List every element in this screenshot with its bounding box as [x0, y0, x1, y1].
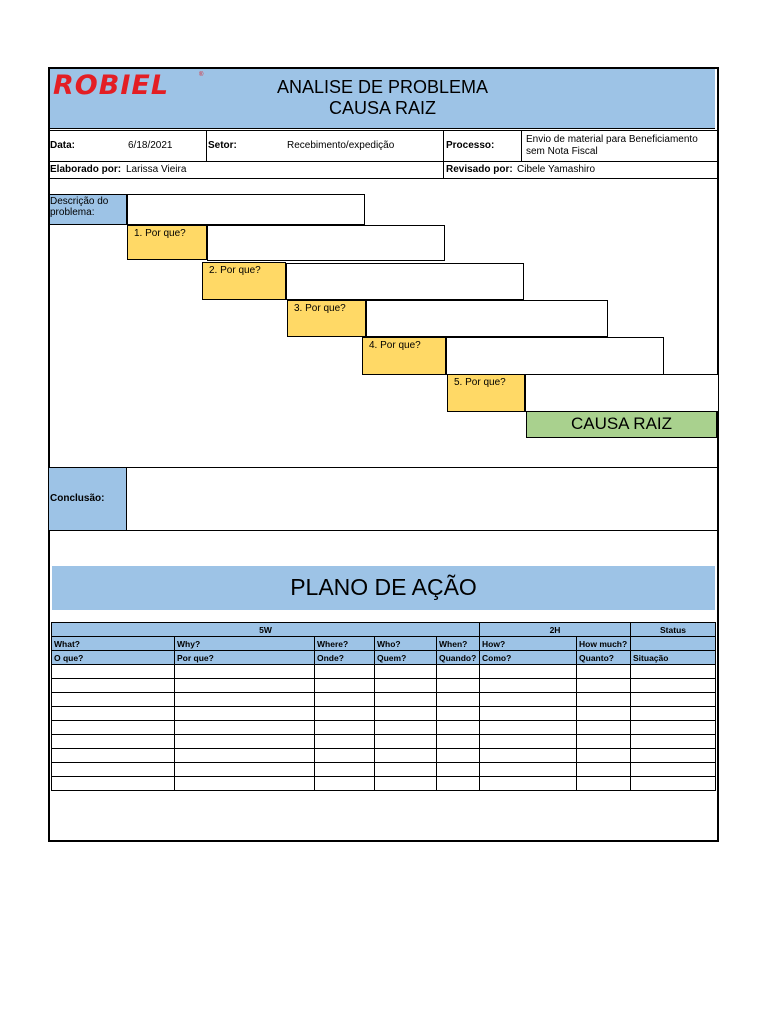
table-cell[interactable] — [375, 721, 437, 735]
action-plan-body — [52, 665, 716, 791]
header-where: Where? — [315, 637, 375, 651]
table-cell[interactable] — [577, 665, 631, 679]
table-cell[interactable] — [375, 777, 437, 791]
form-subtitle: CAUSA RAIZ — [328, 98, 437, 118]
header-situacao: Situação — [631, 651, 716, 665]
group-2h: 2H — [480, 623, 631, 637]
table-cell[interactable] — [315, 749, 375, 763]
table-row — [52, 707, 716, 721]
table-cell[interactable] — [175, 721, 315, 735]
table-row — [52, 777, 716, 791]
why-4-input[interactable] — [446, 337, 664, 375]
setor-value[interactable]: Recebimento/expedição — [287, 140, 395, 151]
table-cell[interactable] — [175, 707, 315, 721]
table-cell[interactable] — [631, 707, 716, 721]
elaborado-label: Elaborado por: — [50, 164, 122, 175]
table-cell[interactable] — [375, 749, 437, 763]
processo-value-line1[interactable]: Envio de material para Beneficiamento — [526, 134, 698, 145]
table-cell[interactable] — [480, 707, 577, 721]
descricao-label-line1: Descrição do — [50, 196, 109, 207]
table-row — [52, 763, 716, 777]
table-header-pt — [52, 651, 716, 665]
header-how: How? — [480, 637, 577, 651]
table-row — [52, 665, 716, 679]
table-cell[interactable] — [375, 735, 437, 749]
table-cell[interactable] — [480, 679, 577, 693]
table-cell[interactable] — [375, 763, 437, 777]
table-cell[interactable] — [437, 707, 480, 721]
table-cell[interactable] — [175, 693, 315, 707]
registered-mark: ® — [199, 72, 204, 78]
table-cell[interactable] — [315, 707, 375, 721]
table-cell[interactable] — [315, 679, 375, 693]
table-cell[interactable] — [577, 721, 631, 735]
table-cell[interactable] — [631, 777, 716, 791]
header-como: Como? — [480, 651, 577, 665]
why-4-label: 4. Por que? — [362, 337, 446, 375]
descricao-label-line2: problema: — [50, 207, 95, 218]
why-5-label: 5. Por que? — [447, 374, 525, 412]
table-cell[interactable] — [577, 749, 631, 763]
header-why: Why? — [175, 637, 315, 651]
table-cell[interactable] — [631, 763, 716, 777]
table-cell[interactable] — [175, 763, 315, 777]
table-cell[interactable] — [315, 763, 375, 777]
processo-value-line2[interactable]: sem Nota Fiscal — [526, 146, 598, 157]
table-cell[interactable] — [175, 735, 315, 749]
table-cell[interactable] — [437, 693, 480, 707]
table-cell[interactable] — [315, 735, 375, 749]
table-row — [52, 679, 716, 693]
processo-label: Processo: — [446, 140, 495, 151]
why-2-input[interactable] — [286, 263, 524, 300]
table-cell[interactable] — [631, 665, 716, 679]
table-row — [52, 749, 716, 763]
causa-raiz-box[interactable]: CAUSA RAIZ — [526, 411, 717, 438]
why-5-input[interactable] — [525, 374, 719, 412]
table-cell[interactable] — [52, 693, 175, 707]
action-plan-table — [51, 622, 716, 791]
plano-title: PLANO DE AÇÃO — [290, 574, 477, 600]
table-row — [52, 721, 716, 735]
table-cell[interactable] — [175, 665, 315, 679]
header-when: When? — [437, 637, 480, 651]
table-row — [52, 735, 716, 749]
table-cell[interactable] — [577, 707, 631, 721]
header-onde: Onde? — [315, 651, 375, 665]
header-what: What? — [52, 637, 175, 651]
group-status: Status — [631, 623, 716, 637]
table-cell[interactable] — [480, 763, 577, 777]
table-cell[interactable] — [631, 693, 716, 707]
table-cell[interactable] — [437, 735, 480, 749]
table-cell[interactable] — [175, 679, 315, 693]
data-value[interactable]: 6/18/2021 — [128, 140, 173, 151]
table-cell[interactable] — [631, 749, 716, 763]
why-1-label: 1. Por que? — [127, 225, 207, 260]
table-cell[interactable] — [437, 763, 480, 777]
table-cell[interactable] — [480, 721, 577, 735]
form-title: ANALISE DE PROBLEMA — [276, 77, 489, 97]
table-cell[interactable] — [52, 749, 175, 763]
header-quando: Quando? — [437, 651, 480, 665]
table-cell[interactable] — [375, 707, 437, 721]
table-cell[interactable] — [315, 665, 375, 679]
table-cell[interactable] — [480, 665, 577, 679]
setor-label: Setor: — [208, 140, 237, 151]
robiel-logo: ROBIEL — [53, 70, 170, 101]
table-cell[interactable] — [52, 721, 175, 735]
data-label: Data: — [50, 140, 76, 151]
table-cell[interactable] — [631, 735, 716, 749]
table-cell[interactable] — [437, 749, 480, 763]
table-cell[interactable] — [375, 665, 437, 679]
table-cell[interactable] — [631, 679, 716, 693]
table-cell[interactable] — [480, 735, 577, 749]
revisado-label: Revisado por: — [446, 164, 513, 175]
table-cell[interactable] — [175, 749, 315, 763]
why-1-input[interactable] — [207, 225, 445, 261]
table-cell[interactable] — [52, 763, 175, 777]
revisado-value[interactable]: Cibele Yamashiro — [517, 164, 596, 175]
header-quem: Quem? — [375, 651, 437, 665]
header-o-que: O que? — [52, 651, 175, 665]
table-cell[interactable] — [577, 777, 631, 791]
table-cell[interactable] — [52, 777, 175, 791]
conclusao-input[interactable] — [128, 468, 718, 530]
table-cell[interactable] — [315, 693, 375, 707]
table-cell[interactable] — [437, 721, 480, 735]
header-how-much: How much? — [577, 637, 631, 651]
table-cell[interactable] — [577, 693, 631, 707]
table-cell[interactable] — [375, 679, 437, 693]
conclusao-label: Conclusão: — [50, 493, 105, 504]
table-cell[interactable] — [480, 777, 577, 791]
table-cell[interactable] — [52, 707, 175, 721]
descricao-input[interactable] — [127, 194, 365, 225]
group-5w: 5W — [52, 623, 480, 637]
header-status-blank — [631, 637, 716, 651]
header-quanto: Quanto? — [577, 651, 631, 665]
table-cell[interactable] — [577, 763, 631, 777]
why-3-label: 3. Por que? — [287, 300, 366, 337]
header-who: Who? — [375, 637, 437, 651]
table-cell[interactable] — [375, 693, 437, 707]
table-row — [52, 693, 716, 707]
table-cell[interactable] — [577, 735, 631, 749]
why-3-input[interactable] — [366, 300, 608, 337]
table-cell[interactable] — [437, 679, 480, 693]
table-cell[interactable] — [315, 777, 375, 791]
elaborado-value[interactable]: Larissa Vieira — [126, 164, 187, 175]
table-cell[interactable] — [315, 721, 375, 735]
table-cell[interactable] — [52, 735, 175, 749]
table-cell[interactable] — [437, 777, 480, 791]
table-cell[interactable] — [577, 679, 631, 693]
table-group-row — [52, 623, 716, 637]
table-cell[interactable] — [631, 721, 716, 735]
why-2-label: 2. Por que? — [202, 262, 286, 300]
table-header-en — [52, 637, 716, 651]
table-cell[interactable] — [52, 679, 175, 693]
table-cell[interactable] — [52, 665, 175, 679]
table-cell[interactable] — [175, 777, 315, 791]
table-cell[interactable] — [437, 665, 480, 679]
table-cell[interactable] — [480, 693, 577, 707]
table-cell[interactable] — [480, 749, 577, 763]
header-por-que: Por que? — [175, 651, 315, 665]
